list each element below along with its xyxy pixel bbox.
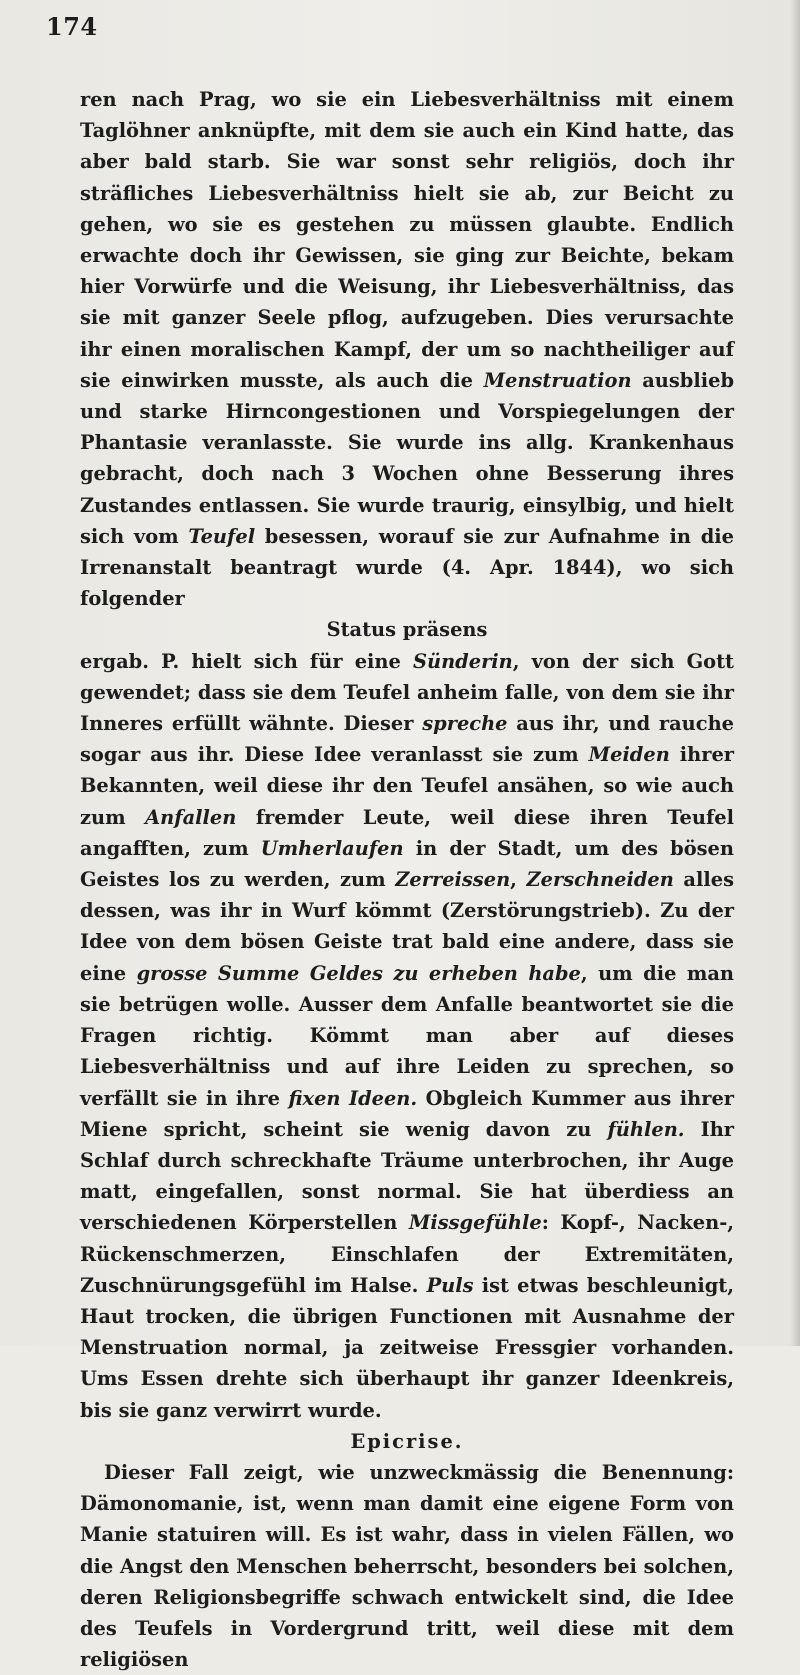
emphasis: Umherlaufen (260, 836, 404, 860)
paragraph-epicrise: Dieser Fall zeigt, wie unzweckmässig die Benennung: Dämonomanie, ist, wenn man damit eine eigene Form von Manie statuiren will. Es ist wahr, dass in vielen Fällen, wo die Angst den Menschen beherrscht, besonders bei solchen, deren Religionsbegriffe schwach entwickelt sind, die Idee des Teufels in Vordergrund tritt, weil diese mit dem religiösen (80, 1460, 734, 1672)
paragraph-anamnesis: ren nach Prag, wo sie ein Liebesverhältniss mit einem Taglöhner anknüpfte, mit dem sie auch ein Kind hatte, das aber bald starb. Sie war sonst sehr religiös, doch ihr sträfliches Liebesverhältniss hielt sie ab, zur Beicht zu gehen, wo sie es gestehen zu müssen glaubte. Endlich erwachte doch ihr Gewissen, sie ging zur Beichte, bekam hier Vorwürfe und die Weisung, ihr Liebesverhältniss, das sie mit ganzer Seele pflog, aufzugeben. Dies verursachte ihr einen moralischen Kampf, der um so nachtheiliger auf sie einwirken musste, als auch die Menstruation ausblieb und starke Hirncongestionen und Vorspiegelungen der Phantasie veranlasste. Sie wurde ins allg. Krankenhaus gebracht, doch nach 3 Wochen ohne Besserung ihres Zustandes entlassen. Sie wurde traurig, einsylbig, und hielt sich vom Teufel besessen, worauf sie zur Aufnahme in die Irrenanstalt beantragt wurde (4. Apr. 1844), wo sich folgender (80, 88, 734, 611)
emphasis: Sünderin (412, 649, 513, 673)
heading-epicrise: Epicrise. (350, 1429, 464, 1453)
emphasis: Zerschneiden (526, 868, 674, 892)
main-text (80, 84, 734, 1675)
emphasis: fixen Ideen. (288, 1086, 418, 1110)
emphasis: Menstruation (483, 368, 632, 392)
emphasis: Puls (426, 1273, 474, 1297)
heading-status-praesens: Status präsens (326, 618, 488, 642)
emphasis: Meiden (588, 743, 670, 767)
emphasis: spreche (422, 712, 508, 736)
page-edge-shadow (790, 0, 800, 1346)
page-number: 174 (46, 12, 98, 41)
emphasis: Missgefühle (408, 1211, 542, 1235)
emphasis: grosse Summe Geldes zu erheben habe (136, 961, 581, 985)
paragraph-status: ergab. P. hielt sich für eine Sünderin, von der sich Gott gewendet; dass sie dem Teufel anheim falle, von dem sie ihr Inneres erfüllt wähnte. Dieser spreche aus ihr, und rauche sogar aus ihr. Diese Idee veranlasst sie zum Meiden ihrer Bekannten, weil diese ihr den Teufel ansähen, so wie auch zum Anfallen fremder Leute, weil diese ihren Teufel angafften, zum Umherlaufen in der Stadt, um des bösen Geistes los zu werden, zum Zerreissen, Zerschneiden alles dessen, was ihr in Wurf kömmt (Zerstörungstrieb). Zu der Idee von dem bösen Geiste trat bald eine andere, dass sie eine grosse Summe Geldes zu erheben habe, um die man sie betrügen wolle. Ausser dem Anfalle beantwortet sie die Fragen richtig. Kömmt man aber auf dieses Liebesverhältniss und auf ihre Leiden zu sprechen, so verfällt sie in ihre fixen Ideen. Obgleich Kummer aus ihrer Miene spricht, scheint sie wenig davon zu fühlen. Ihr Schlaf durch schreckhafte Träume unterbrochen, ihr Auge matt, eingefallen, sonst normal. Sie hat überdiess an verschiedenen Körperstellen Missgefühle: Kopf-, Nacken-, Rückenschmerzen, Einschlafen der Extremitäten, Zuschnürungsgefühl im Halse. Puls ist etwas beschleunigt, Haut trocken, die übrigen Functionen mit Ausnahme der Menstruation normal, ja zeitweise Fressgier vorhanden. Ums Essen drehte sich überhaupt ihr ganzer Ideenkreis, bis sie ganz verwirrt wurde. (80, 649, 735, 1422)
emphasis: fühlen. (607, 1117, 685, 1141)
emphasis: Teufel (188, 524, 256, 548)
emphasis: Zerreissen (395, 868, 511, 892)
emphasis: Anfallen (145, 805, 237, 829)
